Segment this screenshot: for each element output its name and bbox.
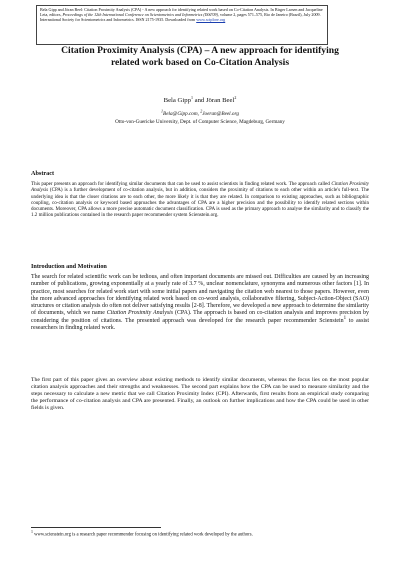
email-separator: , <box>197 111 201 117</box>
footnote-divider <box>31 527 161 528</box>
citation-text: Bela Gipp and Jöran Beel: Citation Proximity Analysis (CPA) - A new approach for identifying related work based on Co-Citation Analysis. In Birger Larsen and Jacqueline Leta, editors, <box>40 7 323 18</box>
intro-heading: Introduction and Motivation <box>31 263 107 270</box>
citation-text-tail: , volume 2, pages 571–575, Rio de Janeiro (Brazil), July 2009. International Society for Scientometrics and Informetrics. ISSN 2175-1935. Downloaded from <box>40 12 321 23</box>
abstract-part-2: (CPA) is a further development of co-citation analysis, but in addition, considers the proximity of citations to each other within an article's full-text. The underlying idea is that the closer citations are to each other, the more likely it is that they are related. In comparison to existing approaches, such as bibliographic coupling, co-citation analysis or keyword based approaches the advantages of CPA are a higher precision and the possibility to identify related sections within documents. Moreover, CPA allows a more precise automatic document classification. CPA is used as the primary approach to analyse the similarity and to classify the 1.2 million publications contained in the research paper recommender system Scienstein.org. <box>31 187 369 219</box>
abstract-cpa-term: Citation Proximity Analysis <box>31 181 369 194</box>
email-1: Bela@Gipp.com <box>163 111 198 117</box>
footnote-ref: 1 <box>343 315 347 321</box>
footnote-text: www.scienstein.org is a research paper recommender focusing on identifying related work developed by the authors. <box>32 532 253 538</box>
intro-paragraph-2: The first part of this paper gives an overview about existing methods to identify similar documents, whereas the focus lies on the most popular citation analysis approaches and their strengths and weaknesses. The second part explains how the CPA can be used to measure similarity and the steps necessary to calculate a new metric that we call Citation Proximity Index (CPI). Afterwards, first results from an empirical study comparing the performance of co-citation analysis and CPA are presented. Finally, an outlook on further implications and how the CPA could be used in other fields is given. <box>31 377 369 412</box>
author-line <box>60 94 340 104</box>
footnote-number: 1 <box>31 530 33 534</box>
paper-title: Citation Proximity Analysis (CPA) – A new approach for identifying related work based on Co-Citation Analysis <box>61 45 339 68</box>
author-1-mark: 1 <box>190 94 193 100</box>
abstract-heading: Abstract <box>31 170 55 177</box>
email-1-mark: 1 <box>161 108 164 114</box>
author-2-mark: 2 <box>234 94 237 100</box>
citation-proceedings: Proceedings of the 12th International Conference on Scientometrics and Informetrics (ISSI'09) <box>62 12 218 18</box>
footnote <box>31 532 369 539</box>
author-emails <box>60 108 340 117</box>
email-2: Joeran@Beel.org <box>202 111 239 117</box>
intro-part-1: The search for related scientific work can be tedious, and often important documents are missed out. Difficulties are caused by an increasing number of publications, growing exponentially at a yearly rate of 3.7 %, unclear nomenclature, synonyms and numerous other factors [1]. In practice, most searches for related work start with some initial papers and navigating the citation web nearest to those papers. However, even the more advanced approaches for identifying related work based on co-word analysis, collaborative filtering, Subject-Action-Object (SAO) structures or citation analysis do often not deliver satisfying results [2-8]. Therefore, we developed a new approach to determine the similarity of documents, which we name <box>31 274 369 317</box>
author-1: Bela Gipp <box>163 97 191 104</box>
download-link[interactable]: www.sciplore.org <box>196 17 226 23</box>
abstract-text <box>31 181 369 219</box>
intro-part-2: (CPA). The approach is based on co-citation analysis and improves precision by considering the position of citations. The presented approach was developed for the research paper recommender Scienstein <box>31 310 369 324</box>
email-2-mark: 2 <box>200 108 203 114</box>
intro-cpa-term: Citation Proximity Analysis <box>106 310 174 317</box>
citation-header-box <box>36 5 328 45</box>
intro-part-3: to assist researchers in finding related work. <box>31 317 369 331</box>
author-separator: and <box>192 97 206 104</box>
affiliation: Otto-von-Guericke University, Dept. of Computer Science, Magdeburg, Germany <box>115 119 285 125</box>
author-2: Jöran Beel <box>205 97 235 104</box>
abstract-part-1: This paper presents an approach for identifying similar documents that can be used to assist scientists in finding related work. The approach called <box>31 181 332 187</box>
intro-paragraph-1 <box>31 274 369 332</box>
